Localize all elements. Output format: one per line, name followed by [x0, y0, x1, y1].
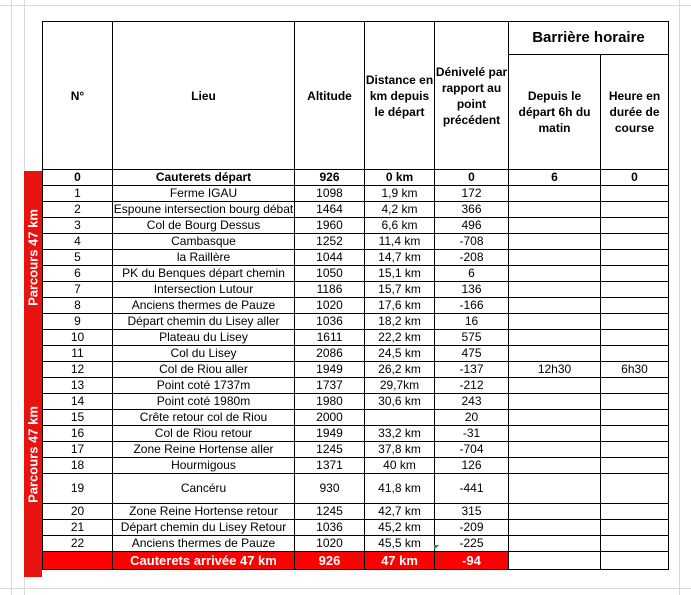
table-row	[43, 378, 669, 394]
cell-num: 11	[43, 346, 113, 362]
table-row	[43, 474, 669, 504]
cell-depuis	[509, 330, 601, 346]
header-altitude: Altitude	[295, 22, 365, 170]
cell-depuis	[509, 234, 601, 250]
cell-heure	[601, 202, 669, 218]
cell-num: 16	[43, 426, 113, 442]
cell-heure	[601, 346, 669, 362]
cell-distance: 37,8 km	[365, 442, 435, 458]
cell-num: 22	[43, 536, 113, 552]
cell-altitude: 1245	[295, 504, 365, 520]
cell-lieu: Plateau du Lisey	[113, 330, 295, 346]
cell-heure	[601, 442, 669, 458]
cell-lieu: la Raillère	[113, 250, 295, 266]
cell-num: 6	[43, 266, 113, 282]
header-heure: Heure en durée de course	[601, 55, 669, 170]
cell-altitude: 1036	[295, 314, 365, 330]
cell-depuis	[509, 426, 601, 442]
cell-num: 13	[43, 378, 113, 394]
table-row	[43, 218, 669, 234]
cell-altitude: 1371	[295, 458, 365, 474]
cell-altitude: 1949	[295, 362, 365, 378]
cell-depuis	[509, 378, 601, 394]
total-num-cell	[43, 552, 113, 570]
cell-distance: 15,7 km	[365, 282, 435, 298]
table-row	[43, 202, 669, 218]
cell-denivele: -212	[435, 378, 509, 394]
cell-lieu: Espoune intersection bourg débat	[113, 202, 294, 216]
cell-lieu: Point coté 1980m	[113, 394, 295, 410]
cell-heure	[601, 330, 669, 346]
cell-denivele: -137	[435, 362, 509, 378]
cell-comment-marker	[434, 545, 439, 550]
sidebar-band-upper	[24, 171, 42, 347]
cell-lieu: Départ chemin du Lisey Retour	[113, 520, 295, 536]
cell-distance: 29,7km	[365, 378, 435, 394]
cell-denivele: -708	[435, 234, 509, 250]
cell-depuis	[509, 298, 601, 314]
table-row	[43, 298, 669, 314]
header-lieu: Lieu	[113, 22, 295, 170]
cell-altitude: 1464	[295, 202, 365, 218]
cell-lieu: Anciens thermes de Pauze	[113, 298, 295, 314]
cell-lieu: Col du Lisey	[113, 346, 295, 362]
cell-depuis	[509, 202, 601, 218]
table-row	[43, 536, 669, 552]
cell-lieu: Point coté 1737m	[113, 378, 295, 394]
cell-num: 9	[43, 314, 113, 330]
cell-distance: 40 km	[365, 458, 435, 474]
cell-num: 5	[43, 250, 113, 266]
cell-heure	[601, 426, 669, 442]
cell-heure	[601, 536, 669, 552]
cell-denivele: 172	[435, 186, 509, 202]
table-row	[43, 442, 669, 458]
cell-heure	[601, 314, 669, 330]
cell-num: 4	[43, 234, 113, 250]
cell-heure	[601, 218, 669, 234]
cell-denivele: 496	[435, 218, 509, 234]
cell-denivele: 136	[435, 282, 509, 298]
cell-depuis	[509, 536, 601, 552]
cell-depuis	[509, 504, 601, 520]
cell-distance: 18,2 km	[365, 314, 435, 330]
cell-depuis	[509, 250, 601, 266]
cell-lieu: Col de Riou retour	[113, 426, 295, 442]
total-altitude: 926	[295, 552, 365, 570]
cell-altitude: 2000	[295, 410, 365, 426]
cell-heure	[601, 266, 669, 282]
cell-heure	[601, 298, 669, 314]
total-heure-cell	[601, 552, 669, 570]
table-row	[43, 426, 669, 442]
cell-denivele: 6	[435, 266, 509, 282]
cell-distance: 45,5 km	[365, 536, 435, 552]
cell-lieu: Col de Bourg Dessus	[113, 218, 295, 234]
cell-num: 18	[43, 458, 113, 474]
cell-num: 8	[43, 298, 113, 314]
cell-altitude: 1611	[295, 330, 365, 346]
cell-distance: 17,6 km	[365, 298, 435, 314]
cell-distance: 22,2 km	[365, 330, 435, 346]
cell-heure	[601, 186, 669, 202]
cell-lieu: Hourmigous	[113, 458, 295, 474]
cell-lieu: Ferme IGAU	[113, 186, 295, 202]
cell-denivele: 20	[435, 410, 509, 426]
cell-heure	[601, 250, 669, 266]
cell-lieu: Cancéru	[113, 474, 295, 504]
cell-distance: 33,2 km	[365, 426, 435, 442]
cell-denivele: 366	[435, 202, 509, 218]
grid-line	[0, 5, 691, 6]
table-row	[43, 314, 669, 330]
table-row	[43, 410, 669, 426]
cell-distance: 4,2 km	[365, 202, 435, 218]
cell-lieu: Zone Reine Hortense retour	[113, 504, 295, 520]
cell-num: 10	[43, 330, 113, 346]
cell-distance: 42,7 km	[365, 504, 435, 520]
cell-num: 1	[43, 186, 113, 202]
table-row	[43, 346, 669, 362]
grid-line	[679, 0, 680, 595]
cell-depuis	[509, 458, 601, 474]
cell-depuis	[509, 520, 601, 536]
header-num: N°	[43, 22, 113, 170]
cell-depuis	[509, 474, 601, 504]
cell-num: 15	[43, 410, 113, 426]
cell-heure	[601, 234, 669, 250]
cell-denivele: 475	[435, 346, 509, 362]
cell-depuis	[509, 394, 601, 410]
cell-distance: 11,4 km	[365, 234, 435, 250]
cell-distance: 26,2 km	[365, 362, 435, 378]
table-row	[43, 362, 669, 378]
cell-altitude: 1960	[295, 218, 365, 234]
cell-heure	[601, 410, 669, 426]
cell-heure	[601, 378, 669, 394]
cell-lieu: Départ chemin du Lisey aller	[113, 314, 295, 330]
cell-lieu: Anciens thermes de Pauze	[113, 536, 295, 552]
table-row	[43, 394, 669, 410]
cell-depuis	[509, 314, 601, 330]
cell-denivele: -166	[435, 298, 509, 314]
cell-denivele: -31	[435, 426, 509, 442]
cell-heure	[601, 394, 669, 410]
cell-depuis	[509, 410, 601, 426]
cell-heure	[601, 458, 669, 474]
cell-num: 19	[43, 474, 113, 504]
cell-num: 21	[43, 520, 113, 536]
cell-distance: 0 km	[365, 170, 435, 186]
cell-distance: 30,6 km	[365, 394, 435, 410]
cell-num: 20	[43, 504, 113, 520]
table-row	[43, 266, 669, 282]
cell-heure	[601, 474, 669, 504]
cell-altitude: 1186	[295, 282, 365, 298]
sidebar-label-upper: Parcours 47 km	[25, 209, 41, 306]
cell-altitude: 1020	[295, 536, 365, 552]
cell-distance: 15,1 km	[365, 266, 435, 282]
cell-depuis	[509, 442, 601, 458]
cell-altitude: 1737	[295, 378, 365, 394]
cell-altitude: 1036	[295, 520, 365, 536]
cell-denivele: 0	[435, 170, 509, 186]
total-denivele: -94	[435, 552, 509, 570]
cell-lieu: Zone Reine Hortense aller	[113, 442, 295, 458]
cell-depuis	[509, 266, 601, 282]
header-barriere: Barrière horaire	[509, 22, 669, 55]
header-distance: Distance en km depuis le départ	[365, 22, 435, 170]
cell-num: 2	[43, 202, 113, 218]
cell-distance	[365, 410, 435, 426]
cell-heure: 6h30	[601, 362, 669, 378]
cell-distance: 24,5 km	[365, 346, 435, 362]
total-depuis-cell	[509, 552, 601, 570]
table-row	[43, 250, 669, 266]
cell-heure	[601, 504, 669, 520]
table-row	[43, 458, 669, 474]
cell-lieu: Col de Riou aller	[113, 362, 295, 378]
cell-altitude: 1980	[295, 394, 365, 410]
cell-altitude: 1098	[295, 186, 365, 202]
cell-distance: 14,7 km	[365, 250, 435, 266]
sidebar-band-lower	[24, 347, 42, 577]
cell-num: 3	[43, 218, 113, 234]
cell-depuis: 6	[509, 170, 601, 186]
header-depuis: Depuis le départ 6h du matin	[509, 55, 601, 170]
cell-altitude: 930	[295, 474, 365, 504]
header-denivele: Dénivelé par rapport au point précédent	[435, 22, 509, 170]
cell-depuis	[509, 346, 601, 362]
grid-line	[0, 588, 691, 589]
cell-altitude: 1949	[295, 426, 365, 442]
course-table	[42, 21, 669, 570]
cell-lieu: Cambasque	[113, 234, 295, 250]
cell-denivele: -209	[435, 520, 509, 536]
cell-altitude: 1252	[295, 234, 365, 250]
cell-denivele: 126	[435, 458, 509, 474]
cell-num: 17	[43, 442, 113, 458]
total-distance: 47 km	[365, 552, 435, 570]
cell-depuis: 12h30	[509, 362, 601, 378]
cell-altitude: 1245	[295, 442, 365, 458]
cell-denivele: -441	[435, 474, 509, 504]
cell-depuis	[509, 218, 601, 234]
cell-distance: 6,6 km	[365, 218, 435, 234]
table-row	[43, 504, 669, 520]
cell-denivele: -704	[435, 442, 509, 458]
cell-depuis	[509, 282, 601, 298]
cell-altitude: 1020	[295, 298, 365, 314]
cell-num: 12	[43, 362, 113, 378]
cell-num: 7	[43, 282, 113, 298]
cell-denivele: 575	[435, 330, 509, 346]
cell-denivele: 315	[435, 504, 509, 520]
cell-denivele: 243	[435, 394, 509, 410]
table-row	[43, 282, 669, 298]
cell-denivele: -208	[435, 250, 509, 266]
cell-lieu: PK du Benques départ chemin	[113, 266, 295, 282]
cell-denivele: -225	[435, 536, 509, 552]
cell-num: 0	[43, 170, 113, 186]
table-row	[43, 520, 669, 536]
cell-altitude: 1044	[295, 250, 365, 266]
cell-lieu: Intersection Lutour	[113, 282, 295, 298]
cell-num: 14	[43, 394, 113, 410]
total-row	[43, 552, 669, 570]
grid-line	[11, 0, 12, 595]
table-row	[43, 186, 669, 202]
cell-denivele: 16	[435, 314, 509, 330]
cell-heure: 0	[601, 170, 669, 186]
cell-heure	[601, 282, 669, 298]
cell-lieu: Cauterets départ	[113, 170, 295, 186]
table-row	[43, 330, 669, 346]
cell-distance: 1,9 km	[365, 186, 435, 202]
sidebar-label-lower: Parcours 47 km	[25, 406, 41, 503]
total-lieu: Cauterets arrivée 47 km	[113, 552, 295, 570]
cell-altitude: 2086	[295, 346, 365, 362]
cell-heure	[601, 520, 669, 536]
table-row	[43, 170, 669, 186]
cell-altitude: 1050	[295, 266, 365, 282]
cell-lieu: Crête retour col de Riou	[113, 410, 295, 426]
cell-distance: 45,2 km	[365, 520, 435, 536]
table-body	[43, 170, 669, 552]
cell-distance: 41,8 km	[365, 474, 435, 504]
table-row	[43, 234, 669, 250]
cell-altitude: 926	[295, 170, 365, 186]
cell-depuis	[509, 186, 601, 202]
